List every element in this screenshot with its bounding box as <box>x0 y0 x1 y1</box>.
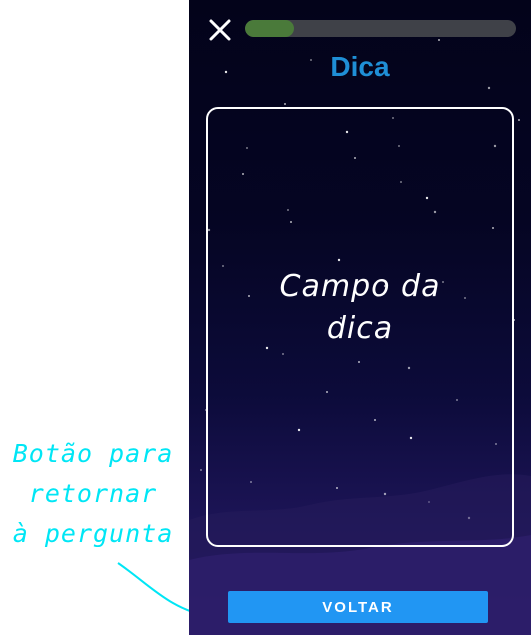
hint-card <box>206 107 514 547</box>
close-icon[interactable] <box>207 17 233 43</box>
progress-fill <box>245 20 294 37</box>
back-button[interactable]: VOLTAR <box>228 591 488 623</box>
annotation-line: à pergunta <box>12 519 174 548</box>
progress-bar <box>245 20 516 37</box>
annotation-text <box>0 434 186 554</box>
hint-field: Campo da dica <box>279 269 441 346</box>
annotation-line: Botão para <box>12 439 174 468</box>
annotation-line: retornar <box>28 479 158 508</box>
app-screen <box>189 0 531 635</box>
page-title: Dica <box>330 51 390 82</box>
